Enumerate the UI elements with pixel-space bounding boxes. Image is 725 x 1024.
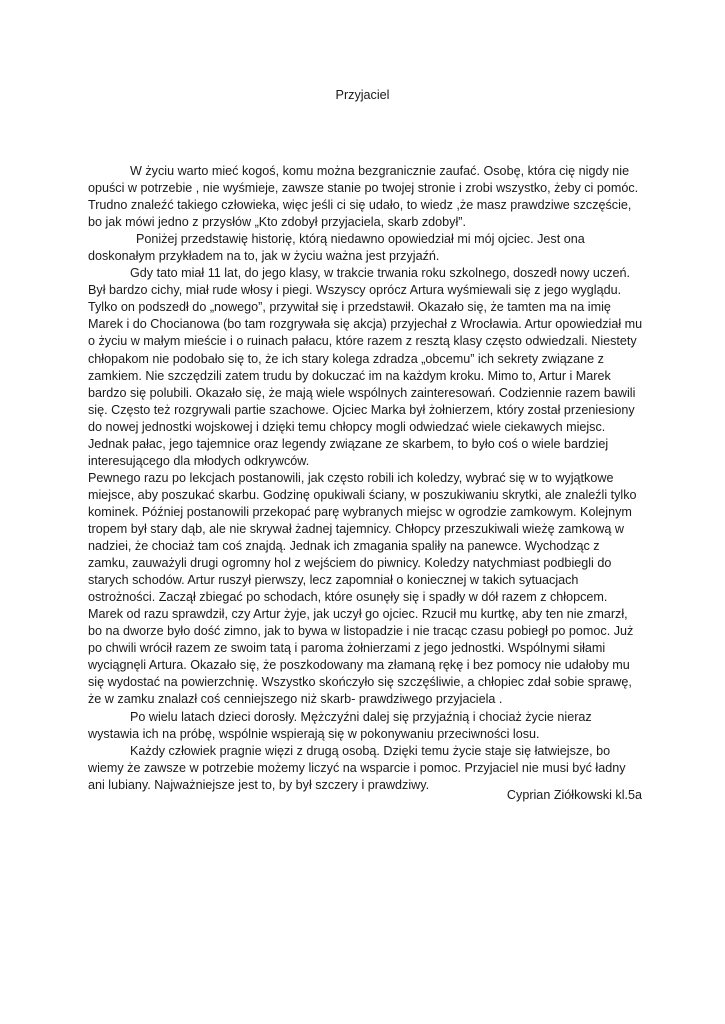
paragraph-4: Pewnego razu po lekcjach postanowili, jak często robili ich koledzy, wybrać się w to wyjątkowe miejsce, aby poszukać skarbu. Godzinę opukiwali ściany, w poszukiwaniu skrytki, ale znaleźli tylko kominek. Później postanowili przekopać parę wybranych miejsc w ogrodzie zamkowym. Kolejnym tropem był stary dąb, ale nie skrywał żadnej tajemnicy. Chłopcy przeszukiwali wieżę zamkową w nadziei, że chociaż tam coś znajdą. Jednak ich zmagania spaliły na panewce. Wychodząc z zamku, zauważyli drugi ogromny hol z wejściem do piwnicy. Koledzy natychmiast podbiegli do starych schodów. Artur ruszył pierwszy, lecz zapomniał o koniecznej w takich sytuacjach ostrożności. Zaczął zbiegać po schodach, które osunęły się i spadły w dół razem z chłopcem. Marek od razu sprawdził, czy Artur żyje, jak uczył go ojciec. Rzucił mu kurtkę, aby ten nie zmarzł, bo na dworze było dość zimno, jak to bywa w listopadzie i nie tracąc czasu pobiegł po pomoc. Już po chwili wrócił razem ze swoim tatą i paroma żołnierzami z jego jednostki. Wspólnymi siłami wyciągnęli Artura. Okazało się, że poszkodowany ma złamaną rękę i bez pomocy nie udałoby mu się wydostać na powierzchnię. Wszystko skończyło się szczęśliwie, a chłopiec zdał sobie sprawę, że w zamku znalazł coś cenniejszego niż skarb- prawdziwego przyjaciela . [88, 470, 637, 707]
document-title: Przyjaciel [335, 88, 390, 102]
paragraph-2: Poniżej przedstawię historię, którą niedawno opowiedział mi mój ojciec. Jest ona doskonałym przykładem na to, jak w życiu ważna jest przyjaźń. [88, 232, 585, 264]
paragraph-3: Gdy tato miał 11 lat, do jego klasy, w trakcie trwania roku szkolnego, doszedł nowy uczeń. Był bardzo cichy, miał rude włosy i piegi. Wszyscy oprócz Artura wyśmiewali się z jego wyglądu. Tylko on podszedł do „nowego”, przywitał się i przedstawił. Okazało się, że tamten ma na imię Marek i do Chocianowa (bo tam rozgrywała się akcja) przyjechał z Wrocławia. Artur opowiedział mu o życiu w małym mieście i o ruinach pałacu, które razem z resztą klasy często odwiedzali. Niestety chłopakom nie podobało się to, że ich stary kolega zdradza „obcemu” ich sekrety związane z zamkiem. Nie szczędzili zatem trudu by dokuczać im na każdym kroku. Mimo to, Artur i Marek bardzo się polubili. Okazało się, że mają wiele wspólnych zainteresowań. Codziennie razem bawili się. Często też rozgrywali partie szachowe. Ojciec Marka był żołnierzem, który został przeniesiony do nowej jednostki wojskowej i dzięki temu chłopcy mogli odwiedzać wiele ciekawych miejsc. Jednak pałac, jego tajemnice oraz legendy związane ze skarbem, to było coś o wiele bardziej interesującego dla młodych odkrywców. [88, 266, 643, 468]
paragraph-5: Po wielu latach dzieci dorosły. Mężczyźni dalej się przyjaźnią i chociaż życie nieraz wystawia ich na próbę, wspólnie wspierają się w pokonywaniu przeciwności losu. [88, 709, 592, 741]
author-signature: Cyprian Ziółkowski kl.5a [506, 788, 642, 802]
paragraph-6: Każdy człowiek pragnie więzi z drugą osobą. Dzięki temu życie staje się łatwiejsze, bo wiemy że zawsze w potrzebie możemy liczyć na wsparcie i pomoc. Przyjaciel nie musi być ładny ani lubiany. Najważniejsze jest to, by był szczery i prawdziwy. [88, 743, 626, 792]
paragraph-1: W życiu warto mieć kogoś, komu można bezgranicznie zaufać. Osobę, która cię nigdy nie opuści w potrzebie , nie wyśmieje, zawsze stanie po twojej stronie i zrobi wszystko, żeby ci pomóc. Trudno znaleźć takiego człowieka, więc jeśli ci się udało, to wiedz ,że masz prawdziwe szczęście, bo jak mówi jedno z przysłów „Kto zdobył przyjaciela, skarb zdobył”. [88, 164, 639, 230]
document-body [88, 163, 643, 794]
